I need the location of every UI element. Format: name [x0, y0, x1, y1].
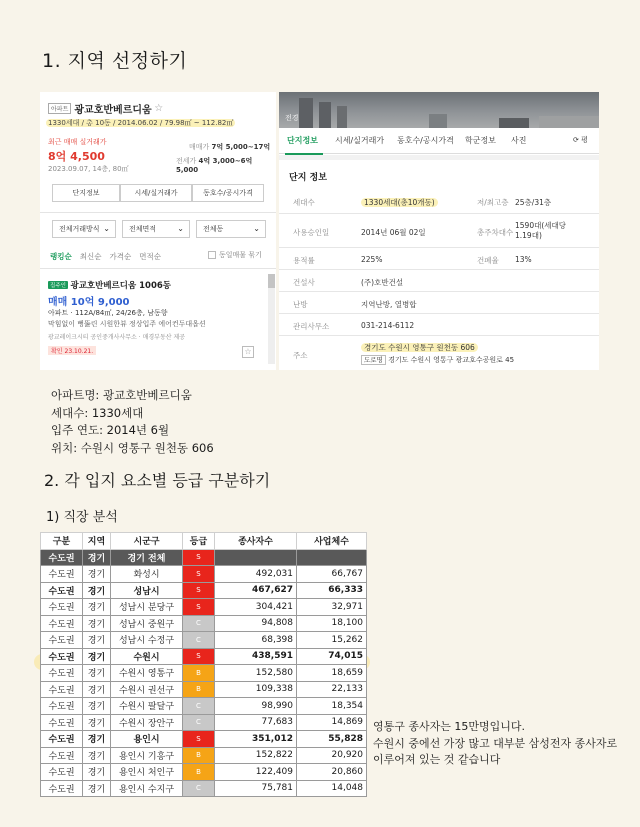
- table-row: [41, 747, 367, 764]
- listing-description: 막힘없이 뻥뚫린 시원한뷰 정상입주 에어컨두대옵션: [48, 320, 206, 328]
- deal-type-dropdown[interactable]: 전체거래방식 ⌄: [52, 220, 116, 238]
- grade-cell: C: [183, 698, 215, 715]
- region-group-cell: 수도권: [41, 731, 83, 748]
- grade-cell: B: [183, 747, 215, 764]
- city-cell: 수원시: [111, 648, 183, 665]
- refresh-icon[interactable]: ⟳ 평: [573, 136, 588, 144]
- businesses-cell: 18,354: [297, 698, 367, 715]
- employees-cell: 75,781: [215, 780, 297, 797]
- city-cell: 성남시 분당구: [111, 599, 183, 616]
- table-row: [41, 681, 367, 698]
- region-group-cell: 수도권: [41, 714, 83, 731]
- photo-label: 전경: [285, 114, 299, 122]
- city-cell: 성남시 수정구: [111, 632, 183, 649]
- divider: [40, 212, 276, 213]
- note-line: 이루어져 있는 것 같습니다: [373, 753, 501, 766]
- employees-cell: 351,012: [215, 731, 297, 748]
- owner-tag: 집주인: [50, 283, 66, 289]
- info-row: 용적률 225% 건폐율 13%: [279, 248, 599, 270]
- building-dropdown[interactable]: 전체동 ⌄: [196, 220, 266, 238]
- businesses-cell: 55,828: [297, 731, 367, 748]
- businesses-cell: 18,659: [297, 665, 367, 682]
- apartment-header: [48, 101, 163, 116]
- chevron-down-icon: ⌄: [103, 224, 110, 233]
- grade-cell: C: [183, 632, 215, 649]
- region-cell: 경기: [83, 566, 111, 583]
- table-row: [41, 714, 367, 731]
- tab-market-price[interactable]: 시세/실거래가: [335, 136, 385, 145]
- info-row: 건설사 (주)호반건설: [279, 270, 599, 292]
- sort-tabs: [50, 251, 169, 262]
- recent-price-label: 최근 매매 실거래가: [48, 138, 107, 146]
- city-cell: 경기 전체: [111, 549, 183, 566]
- table-row: [41, 549, 367, 566]
- info-row: 세대수 1330세대(총10개동) 저/최고층 25층/31층: [279, 188, 599, 214]
- employees-cell: 109,338: [215, 681, 297, 698]
- city-cell: 수원시 팔달구: [111, 698, 183, 715]
- employees-cell: [215, 549, 297, 566]
- table-row: [41, 764, 367, 781]
- subsection-title: 1) 직장 분석: [46, 510, 118, 525]
- note-line: 수원시 중에선 가장 많고 대부분 삼성전자 종사자로: [373, 736, 618, 750]
- summary-households: 세대수: 1330세대: [51, 405, 144, 420]
- region-cell: 경기: [83, 681, 111, 698]
- table-row: [41, 698, 367, 715]
- city-cell: 화성시: [111, 566, 183, 583]
- grade-cell: S: [183, 648, 215, 665]
- unit-price-button[interactable]: 동호수/공시가격: [192, 184, 264, 202]
- analysis-note: [373, 719, 617, 769]
- grade-cell: C: [183, 615, 215, 632]
- region-cell: 경기: [83, 549, 111, 566]
- table-row: [41, 665, 367, 682]
- city-cell: 용인시 처인구: [111, 764, 183, 781]
- grade-cell: S: [183, 599, 215, 616]
- summary-year: 입주 연도: 2014년 6월: [51, 423, 170, 437]
- same-listing-toggle[interactable]: 동일매물 묶기: [208, 250, 262, 260]
- region-group-cell: 수도권: [41, 681, 83, 698]
- employees-cell: 68,398: [215, 632, 297, 649]
- businesses-cell: 14,869: [297, 714, 367, 731]
- region-cell: 경기: [83, 780, 111, 797]
- tab-unit-price[interactable]: 동호수/공시가격: [397, 136, 454, 145]
- header-cell: 사업체수: [297, 533, 367, 550]
- road-name-tag: 도로명: [361, 355, 386, 365]
- listing-spec: 아파트 · 112A/84㎡, 24/26층, 남동향: [48, 309, 168, 317]
- grade-cell: S: [183, 582, 215, 599]
- grade-cell: B: [183, 681, 215, 698]
- businesses-cell: 20,860: [297, 764, 367, 781]
- tab-area[interactable]: 면적순: [139, 252, 161, 261]
- listing-title: 광교호반베르디움 1006동: [70, 281, 172, 291]
- section2-title: 2. 각 입지 요소별 등급 구분하기: [44, 471, 271, 490]
- table-row: [41, 582, 367, 599]
- apartment-name: 광교호반베르디움: [74, 105, 152, 116]
- region-cell: 경기: [83, 665, 111, 682]
- header-cell: 구분: [41, 533, 83, 550]
- market-price-button[interactable]: 시세/실거래가: [120, 184, 192, 202]
- chevron-down-icon: ⌄: [253, 224, 260, 233]
- recent-price-detail: 2023.09.07, 14층, 80㎡: [48, 165, 129, 173]
- region-group-cell: 수도권: [41, 549, 83, 566]
- scrollbar[interactable]: [268, 274, 275, 364]
- region-cell: 경기: [83, 747, 111, 764]
- grade-cell: C: [183, 780, 215, 797]
- businesses-cell: 18,100: [297, 615, 367, 632]
- employees-cell: 94,808: [215, 615, 297, 632]
- region-cell: 경기: [83, 632, 111, 649]
- header-cell: 시군구: [111, 533, 183, 550]
- employees-cell: 304,421: [215, 599, 297, 616]
- city-cell: 성남시 중원구: [111, 615, 183, 632]
- tab-latest[interactable]: 최신순: [79, 252, 102, 261]
- grade-cell: S: [183, 549, 215, 566]
- businesses-cell: 20,920: [297, 747, 367, 764]
- city-cell: 수원시 영통구: [111, 665, 183, 682]
- region-group-cell: 수도권: [41, 566, 83, 583]
- employees-cell: 77,683: [215, 714, 297, 731]
- listing-confirm-badge: 확인 23.10.21.: [48, 346, 96, 355]
- tab-ranking[interactable]: 랭킹순: [50, 252, 72, 261]
- favorite-star-icon[interactable]: ☆: [154, 103, 164, 114]
- grade-cell: B: [183, 665, 215, 682]
- tab-price[interactable]: 가격순: [109, 252, 132, 261]
- header-cell: 지역: [83, 533, 111, 550]
- info-row: 난방 지역난방, 열병합: [279, 292, 599, 314]
- businesses-cell: 74,015: [297, 648, 367, 665]
- jeonse-price-row: 전세가 4억 3,000~6억 5,000: [176, 157, 253, 174]
- grade-cell: S: [183, 731, 215, 748]
- info-row: 사용승인일 2014년 06월 02일 총주차대수 1590대(세대당 1.19대): [279, 214, 599, 248]
- employees-cell: 467,627: [215, 582, 297, 599]
- employees-cell: 438,591: [215, 648, 297, 665]
- complex-info-title: 단지 정보: [289, 173, 327, 183]
- region-cell: 경기: [83, 599, 111, 616]
- area-dropdown[interactable]: 전체면적 ⌄: [122, 220, 190, 238]
- tab-photos[interactable]: 사진: [511, 136, 527, 145]
- city-cell: 용인시 기흥구: [111, 747, 183, 764]
- chevron-down-icon: ⌄: [177, 224, 184, 233]
- sale-price-row: 매매가 7억 5,000~17억: [189, 143, 271, 151]
- region-group-cell: 수도권: [41, 665, 83, 682]
- employees-cell: 98,990: [215, 698, 297, 715]
- table-row: [41, 731, 367, 748]
- region-cell: 경기: [83, 648, 111, 665]
- divider: [279, 155, 599, 160]
- table-row: [41, 632, 367, 649]
- listing-screenshot: [40, 92, 276, 370]
- region-group-cell: 수도권: [41, 648, 83, 665]
- region-cell: 경기: [83, 582, 111, 599]
- header-cell: 종사자수: [215, 533, 297, 550]
- region-group-cell: 수도권: [41, 632, 83, 649]
- divider: [40, 268, 276, 269]
- region-group-cell: 수도권: [41, 599, 83, 616]
- city-cell: 용인시: [111, 731, 183, 748]
- employees-cell: 492,031: [215, 566, 297, 583]
- businesses-cell: 15,262: [297, 632, 367, 649]
- region-cell: 경기: [83, 731, 111, 748]
- city-cell: 수원시 권선구: [111, 681, 183, 698]
- tab-school[interactable]: 학군정보: [465, 136, 496, 145]
- businesses-cell: 66,767: [297, 566, 367, 583]
- apartment-summary: [51, 387, 214, 457]
- grade-cell: C: [183, 714, 215, 731]
- businesses-cell: 32,971: [297, 599, 367, 616]
- grade-cell: B: [183, 764, 215, 781]
- city-cell: 용인시 수지구: [111, 780, 183, 797]
- recent-price: 8억 4,500: [48, 150, 105, 163]
- grade-cell: S: [183, 566, 215, 583]
- table-row: [41, 615, 367, 632]
- complex-tabs: [279, 128, 599, 154]
- listing-title-row[interactable]: [48, 279, 171, 291]
- table-row: [41, 566, 367, 583]
- region-cell: 경기: [83, 714, 111, 731]
- region-group-cell: 수도권: [41, 582, 83, 599]
- summary-location: 위치: 수원시 영통구 원천동 606: [51, 440, 214, 455]
- listing-agent: 광교레이크시티 공인중개사사무소 · 매경부동산 제공: [48, 334, 186, 341]
- header-cell: 등급: [183, 533, 215, 550]
- section1-title: 1. 지역 선정하기: [42, 50, 188, 72]
- checkbox-icon[interactable]: [208, 251, 216, 259]
- region-group-cell: 수도권: [41, 764, 83, 781]
- table-row: [41, 599, 367, 616]
- apartment-badge: 아파트: [48, 103, 71, 114]
- region-cell: 경기: [83, 615, 111, 632]
- note-line: 영통구 종사자는 15만명입니다.: [373, 720, 525, 733]
- listing-favorite-icon[interactable]: ☆: [242, 346, 254, 358]
- employment-table: [40, 532, 367, 797]
- table-row: [41, 780, 367, 797]
- region-group-cell: 수도권: [41, 747, 83, 764]
- city-cell: 수원시 장안구: [111, 714, 183, 731]
- complex-info-button[interactable]: 단지정보: [52, 184, 120, 202]
- businesses-cell: 14,048: [297, 780, 367, 797]
- city-cell: 성남시: [111, 582, 183, 599]
- table-row: [41, 648, 367, 665]
- info-row: 관리사무소 031-214-6112: [279, 314, 599, 336]
- tab-complex-info[interactable]: 단지정보: [287, 136, 318, 145]
- businesses-cell: 66,333: [297, 582, 367, 599]
- region-group-cell: 수도권: [41, 698, 83, 715]
- listing-price: 매매 10억 9,000: [48, 297, 130, 308]
- region-cell: 경기: [83, 764, 111, 781]
- apartment-meta: 1330세대 / 총 10동 / 2014.06.02 / 79.98㎡ ~ 112.82㎡: [48, 119, 234, 127]
- employees-cell: 152,822: [215, 747, 297, 764]
- info-row: 주소 경기도 수원시 영통구 원천동 606 도로명 경기도 수원시 영통구 광교호수공원로 45: [293, 343, 515, 364]
- region-cell: 경기: [83, 698, 111, 715]
- table-header: [41, 533, 367, 550]
- complex-info-screenshot: [279, 92, 599, 370]
- businesses-cell: 22,133: [297, 681, 367, 698]
- employees-cell: 152,580: [215, 665, 297, 682]
- complex-photo: [279, 92, 599, 128]
- summary-name: 아파트명: 광교호반베르디움: [51, 388, 192, 402]
- region-group-cell: 수도권: [41, 615, 83, 632]
- employees-cell: 122,409: [215, 764, 297, 781]
- region-group-cell: 수도권: [41, 780, 83, 797]
- businesses-cell: [297, 549, 367, 566]
